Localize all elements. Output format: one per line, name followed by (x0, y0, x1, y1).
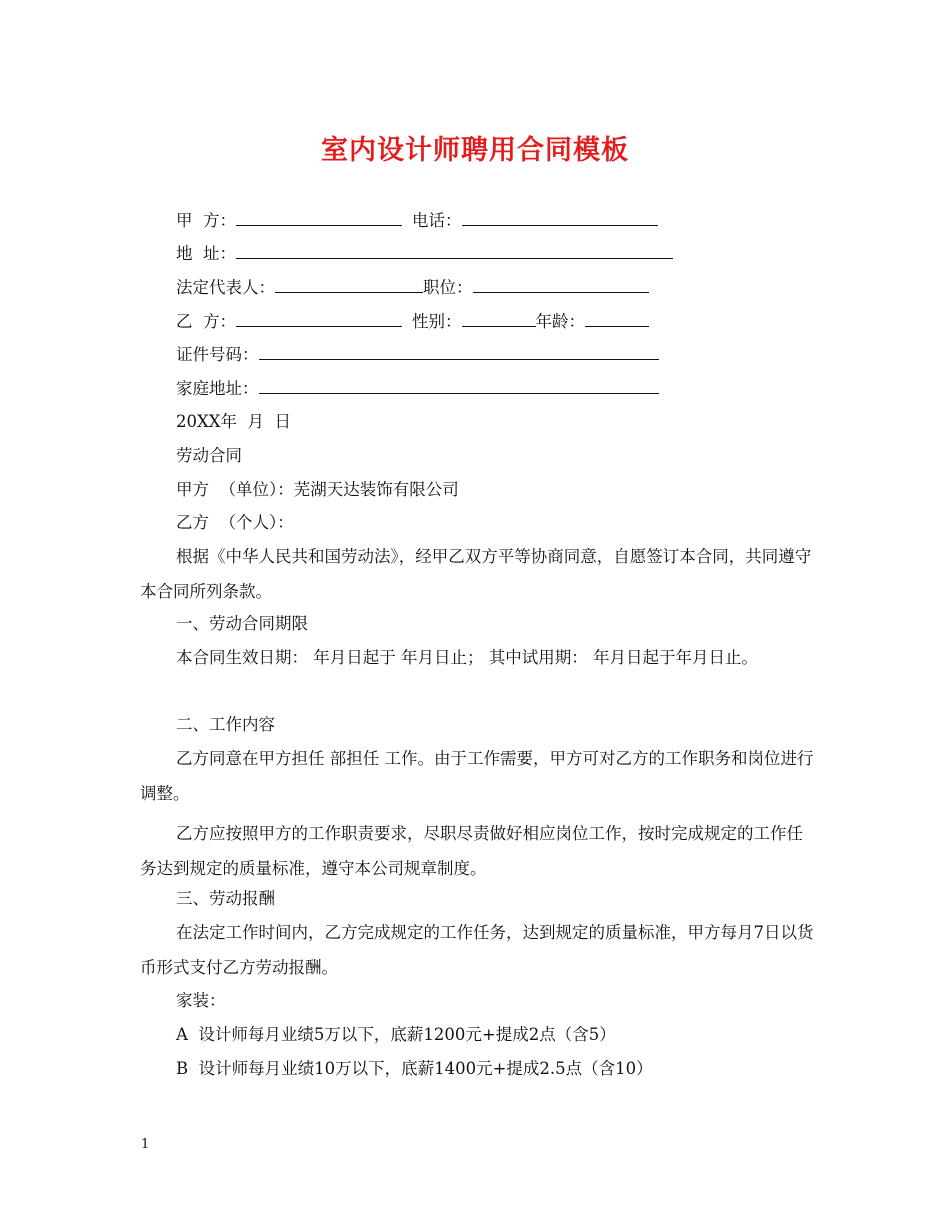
gender-label: 性别： (412, 312, 462, 331)
document-title: 室内设计师聘用合同模板 (321, 135, 629, 166)
legal-rep-blank (275, 278, 423, 293)
party-b-blank (236, 312, 402, 327)
home-address-label: 家庭地址： (176, 379, 259, 398)
id-number-label: 证件号码： (176, 345, 259, 364)
home-address-blank (259, 379, 659, 394)
party-a-unit: 甲方 （单位）：芜湖天达装饰有限公司 (176, 480, 459, 499)
gender-blank (462, 312, 536, 327)
form-row-legal-rep (176, 278, 649, 298)
section-2-text-2: 乙方应按照甲方的工作职责要求，尽职尽责做好相应岗位工作，按时完成规定的工作任务达到规定的质量标准，遵守本公司规章制度。 (140, 824, 803, 878)
address-label: 地 址： (176, 244, 236, 263)
date-line: 20XX年 月 日 (176, 412, 291, 431)
form-row-party-b (176, 312, 649, 332)
phone-blank (462, 211, 658, 226)
party-a-label: 甲 方： (176, 211, 236, 230)
age-blank (585, 312, 649, 327)
form-row-id-number (176, 345, 659, 365)
legal-rep-label: 法定代表人： (176, 278, 275, 297)
party-b-label: 乙 方： (176, 312, 236, 331)
section-1-heading: 一、劳动合同期限 (176, 614, 308, 633)
party-a-blank (236, 211, 402, 226)
page-number: 1 (141, 1137, 150, 1152)
section-2-heading: 二、工作内容 (176, 715, 275, 734)
address-blank (236, 244, 673, 259)
party-b-person: 乙方 （个人）： (176, 513, 294, 532)
form-row-address (176, 244, 673, 264)
section-3-heading: 三、劳动报酬 (176, 889, 275, 908)
section-1-text: 本合同生效日期： 年月日起于 年月日止； 其中试用期： 年月日起于年月日止。 (176, 648, 758, 667)
salary-item-b: B 设计师每月业绩10万以下，底薪1400元+提成2.5点（含10） (176, 1059, 653, 1078)
phone-label: 电话： (412, 211, 462, 230)
position-label: 职位： (423, 278, 473, 297)
home-decor-label: 家装： (176, 991, 226, 1010)
labor-contract-heading: 劳动合同 (176, 446, 242, 465)
age-label: 年龄： (535, 312, 585, 331)
section-2-text-1: 乙方同意在甲方担任 部担任 工作。由于工作需要，甲方可对乙方的工作职务和岗位进行调整。 (140, 749, 814, 803)
intro-paragraph: 根据《中华人民共和国劳动法》，经甲乙双方平等协商同意，自愿签订本合同，共同遵守本合同所列条款。 (140, 547, 812, 601)
form-row-home-address (176, 379, 659, 399)
id-number-blank (259, 345, 659, 360)
salary-item-a: A 设计师每月业绩5万以下，底薪1200元+提成2点（含5） (176, 1025, 616, 1044)
position-blank (473, 278, 649, 293)
section-3-text: 在法定工作时间内，乙方完成规定的工作任务，达到规定的质量标准，甲方每月7日以货币形式支付乙方劳动报酬。 (140, 923, 814, 977)
form-row-party-a (176, 211, 658, 231)
